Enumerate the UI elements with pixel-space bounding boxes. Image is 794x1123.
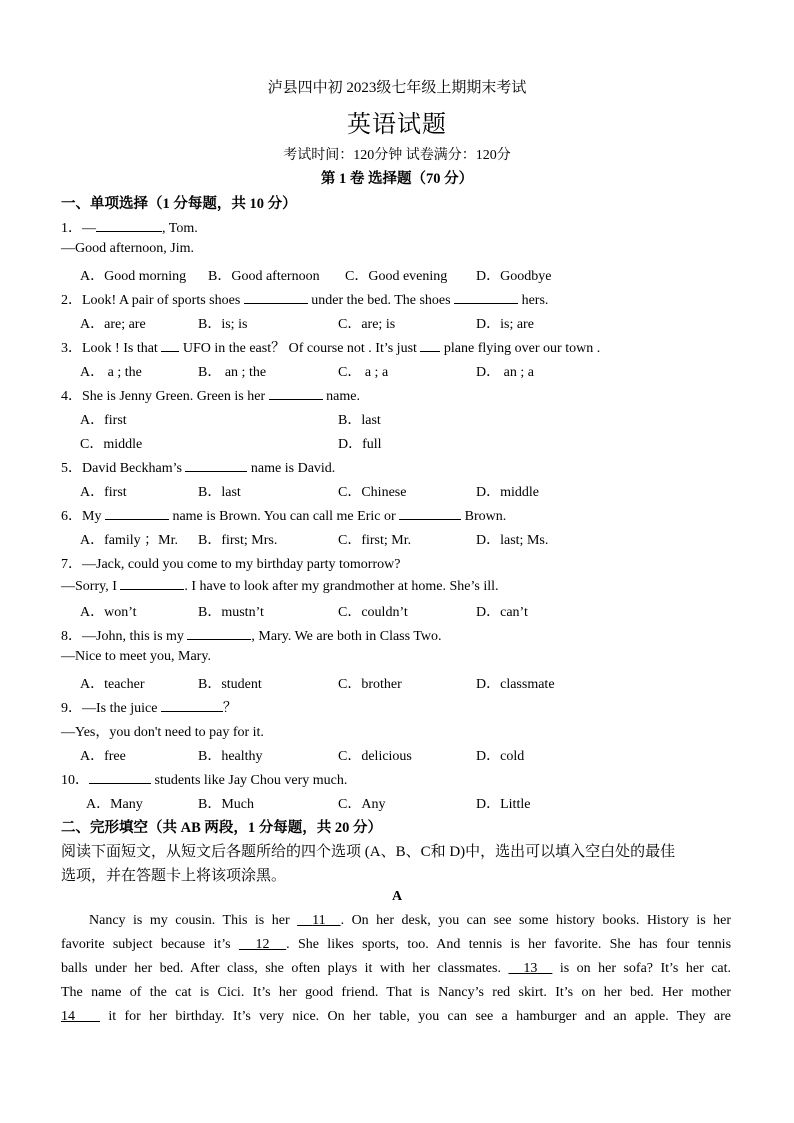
question-10: [61, 769, 347, 789]
section2-instructions-1: 阅读下面短文，从短文后各题所给的四个选项 (A、B、C和 D)中，选出可以填入空白处的最佳: [61, 844, 676, 860]
gap-12: [239, 937, 286, 952]
gap-number: 11: [312, 913, 326, 928]
q6-text-end: Brown.: [464, 509, 507, 524]
passage-line-1: [61, 913, 731, 929]
section2-title: 二、完形填空（共 AB 两段，1 分每题，共 20 分）: [61, 820, 383, 836]
passage-text: . She likes sports, too. And tennis is her favorite. She has four tennis: [286, 937, 732, 952]
q2-text: 2．Look! A pair of sports shoes: [61, 293, 241, 308]
q3-text-end: plane flying over our town .: [443, 341, 601, 356]
school-line: 泸县四中初 2023级七年级上期期末考试: [267, 80, 527, 96]
q6-option-b: B．first; Mrs.: [198, 533, 278, 548]
section2-instructions-2: 选项，并在答题卡上将该项涂黑。: [61, 868, 287, 884]
q6-text: 6．My: [61, 509, 102, 524]
q5-text-end: name is David.: [250, 461, 336, 476]
q1-option-a: A．Good morning: [80, 269, 187, 284]
q3-text-mid: UFO in the east？ Of course not . It’s just: [182, 341, 417, 356]
passage-text: favorite subject because it’s: [61, 937, 231, 952]
q4-option-c: C．middle: [80, 437, 143, 452]
q2-text-end: hers.: [521, 293, 549, 308]
answer-blank: [185, 459, 247, 472]
answer-blank: [269, 387, 323, 400]
passage-line-3: [61, 961, 731, 977]
q3-text: 3．Look ! Is that: [61, 341, 158, 356]
q8-reply: —Nice to meet you, Mary.: [61, 649, 211, 664]
passage-text: it for her birthday. It’s very nice. On her table, you can see a hamburger and an apple. They are: [108, 1009, 732, 1024]
q10-text-end: students like Jay Chou very much.: [154, 773, 348, 788]
q6-option-d: D．last; Ms.: [476, 533, 549, 548]
q1-text: 1．—: [61, 221, 96, 236]
gap-14: [61, 1009, 100, 1024]
q9-option-d: D．cold: [476, 749, 525, 764]
question-9: [61, 697, 237, 717]
q2-option-a: A．are; are: [80, 317, 146, 332]
q7-option-c: C．couldn’t: [338, 605, 408, 620]
q4-option-b: B．last: [338, 413, 381, 428]
gap-number: 14: [61, 1009, 75, 1024]
q5-option-c: C．Chinese: [338, 485, 407, 500]
q9-text: 9．—Is the juice: [61, 701, 158, 716]
gap-11: [297, 913, 340, 928]
q4-option-a: A．first: [80, 413, 127, 428]
q9-text-end: ？: [222, 701, 237, 716]
gap-number: 12: [255, 937, 270, 952]
subject-title: 英语试题: [347, 112, 447, 138]
answer-blank: [187, 627, 251, 640]
q8-text: 8．—John, this is my: [61, 629, 184, 644]
passage-line-4: The name of the cat is Cici. It’s her good friend. That is Nancy’s red skirt. It’s on her bed. Her mother: [61, 985, 731, 1000]
q9-option-b: B．healthy: [198, 749, 263, 764]
q8-option-c: C．brother: [338, 677, 402, 692]
q3-option-d: D． an ; a: [476, 365, 534, 380]
q3-option-c: C． a ; a: [338, 365, 389, 380]
q8-option-d: D．classmate: [476, 677, 555, 692]
q2-option-b: B．is; is: [198, 317, 248, 332]
gap-number: 13: [523, 961, 538, 976]
q1-option-c: C．Good evening: [345, 269, 448, 284]
q1-option-d: D．Goodbye: [476, 269, 552, 284]
answer-blank: [161, 339, 179, 352]
volume-title: 第 1 卷 选择题（70 分）: [320, 171, 474, 187]
q4-text: 4．She is Jenny Green. Green is her: [61, 389, 266, 404]
q7-reply: [61, 577, 499, 595]
passage-text: is on her sofa? It’s her cat.: [559, 961, 732, 976]
q9-option-a: A．free: [80, 749, 126, 764]
q4-option-d: D．full: [338, 437, 382, 452]
passage-text: . On her desk, you can see some history books. History is her: [340, 913, 732, 928]
question-5: [61, 457, 335, 477]
q4-text-end: name.: [326, 389, 360, 404]
q10-option-b: B．Much: [198, 797, 254, 812]
q10-option-c: C．Any: [338, 797, 386, 812]
q7-option-a: A．won’t: [80, 605, 137, 620]
q1-reply: —Good afternoon, Jim.: [61, 241, 194, 256]
q8-option-a: A．teacher: [80, 677, 145, 692]
q6-option-a: A．family ；Mr.: [80, 533, 178, 548]
q7-option-b: B．mustn’t: [198, 605, 264, 620]
q2-option-c: C．are; is: [338, 317, 396, 332]
question-1: [61, 217, 198, 237]
passage-line-2: [61, 937, 731, 953]
question-7: 7．—Jack, could you come to my birthday party tomorrow?: [61, 557, 401, 572]
answer-blank: [161, 699, 223, 712]
q10-option-a: A．Many: [86, 797, 143, 812]
answer-blank: [105, 507, 169, 520]
answer-blank: [454, 291, 518, 304]
q5-option-d: D．middle: [476, 485, 539, 500]
q7-option-d: D．can’t: [476, 605, 528, 620]
question-8: [61, 625, 442, 645]
passage-text: balls under her bed. After class, she often plays it with her classmates.: [61, 961, 501, 976]
q9-option-c: C．delicious: [338, 749, 412, 764]
q5-option-b: B．last: [198, 485, 241, 500]
q2-text-mid: under the bed. The shoes: [311, 293, 451, 308]
answer-blank: [420, 339, 440, 352]
q3-option-b: B． an ; the: [198, 365, 267, 380]
answer-blank: [120, 577, 184, 590]
passage-text: Nancy is my cousin. This is her: [89, 913, 290, 928]
answer-blank: [89, 771, 151, 784]
q5-option-a: A．first: [80, 485, 127, 500]
q6-option-c: C．first; Mr.: [338, 533, 412, 548]
passage-label: A: [391, 889, 403, 904]
q7-reply-text: —Sorry, I: [61, 579, 117, 594]
q8-text-end: , Mary. We are both in Class Two.: [251, 629, 442, 644]
question-3: [61, 337, 600, 357]
q1-option-b: B．Good afternoon: [208, 269, 320, 284]
q9-reply: —Yes，you don't need to pay for it.: [61, 725, 264, 740]
question-4: [61, 385, 360, 405]
question-2: [61, 289, 548, 309]
answer-blank: [244, 291, 308, 304]
q2-option-d: D．is; are: [476, 317, 534, 332]
q10-text: 10．: [61, 773, 89, 788]
q10-option-d: D．Little: [476, 797, 531, 812]
q6-text-mid: name is Brown. You can call me Eric or: [172, 509, 396, 524]
q3-option-a: A． a ; the: [80, 365, 142, 380]
q5-text: 5．David Beckham’s: [61, 461, 182, 476]
section1-title: 一、单项选择（1 分每题，共 10 分）: [61, 196, 297, 212]
q8-option-b: B．student: [198, 677, 262, 692]
q7-reply-end: . I have to look after my grandmother at home. She’s ill.: [184, 579, 499, 594]
question-6: [61, 505, 506, 525]
answer-blank: [399, 507, 461, 520]
gap-13: [508, 961, 552, 976]
exam-info: 考试时间：120分钟 试卷满分：120分: [283, 148, 511, 163]
answer-blank: [96, 219, 162, 232]
passage-line-5: [61, 1009, 731, 1025]
q1-text-end: , Tom.: [162, 221, 198, 236]
